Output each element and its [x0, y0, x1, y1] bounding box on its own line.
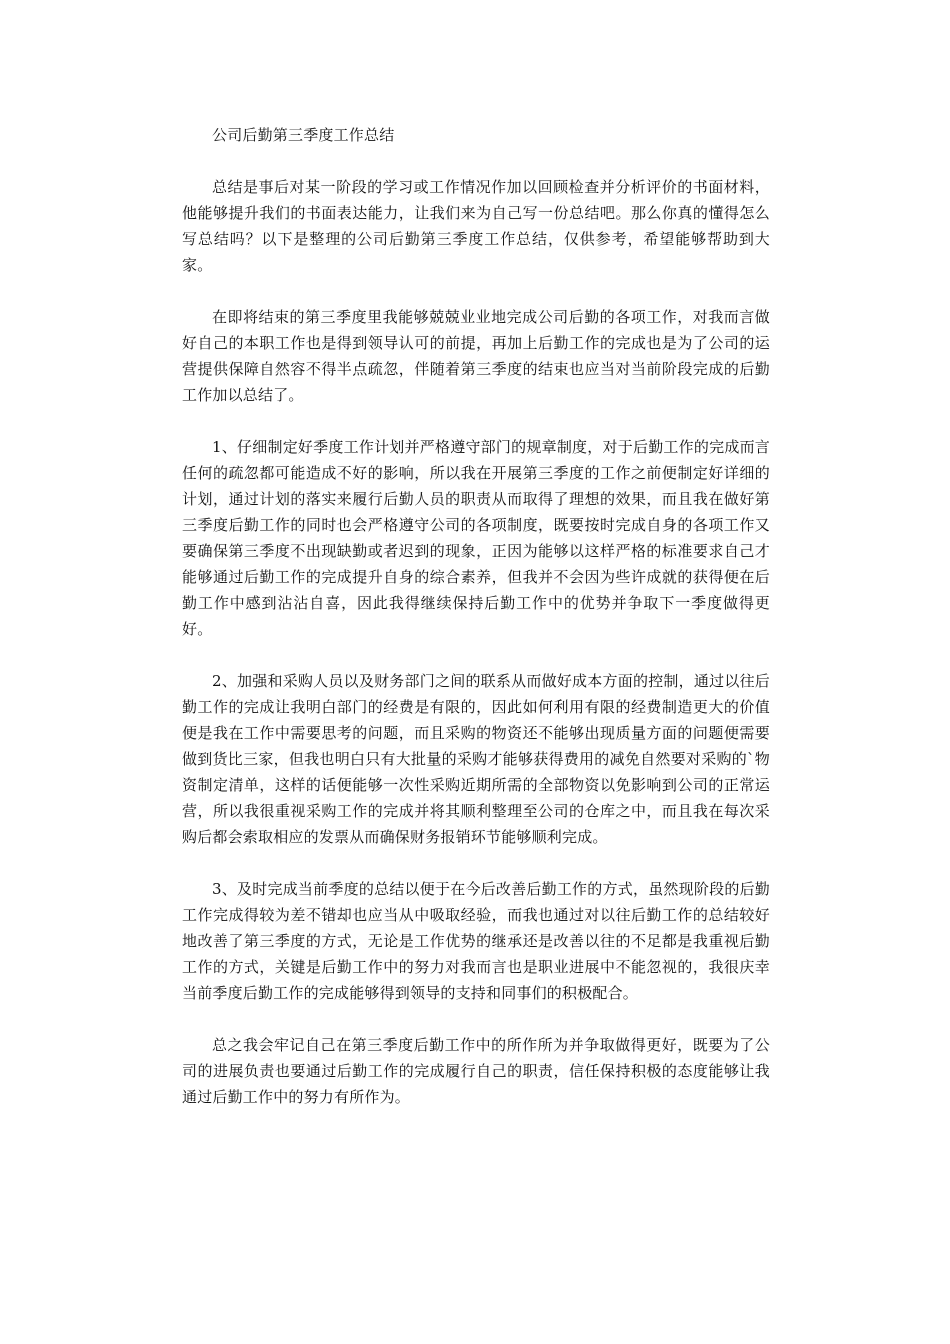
paragraph-conclusion: 总之我会牢记自己在第三季度后勤工作中的所作所为并争取做得更好，既要为了公司的进展负责也要通过后勤工作的完成履行自己的职责，信任保持积极的态度能够让我通过后勤工作中的努力有所作为。	[182, 1036, 770, 1106]
paragraph-item-2: 2、加强和采购人员以及财务部门之间的联系从而做好成本方面的控制，通过以往后勤工作的完成让我明白部门的经费是有限的，因此如何利用有限的经费制造更大的价值便是我在工作中需要思考的问题，而且采购的物资还不能够出现质量方面的问题便需要做到货比三家，但我也明白只有大批量的采购才能够获得费用的减免自然要对采购的`物资制定清单，这样的话便能够一次性采购近期所需的全部物资以免影响到公司的正常运营，所以我很重视采购工作的完成并将其顺利整理至公司的仓库之中，而且我在每次采购后都会索取相应的发票从而确保财务报销环节能够顺利完成。	[182, 672, 770, 846]
paragraph-intro: 总结是事后对某一阶段的学习或工作情况作加以回顾检查并分析评价的书面材料，他能够提升我们的书面表达能力，让我们来为自己写一份总结吧。那么你真的懂得怎么写总结吗？以下是整理的公司后勤第三季度工作总结，仅供参考，希望能够帮助到大家。	[182, 178, 770, 274]
paragraph-item-3: 3、及时完成当前季度的总结以便于在今后改善后勤工作的方式，虽然现阶段的后勤工作完成得较为差不错却也应当从中吸取经验，而我也通过对以往后勤工作的总结较好地改善了第三季度的方式，无论是工作优势的继承还是改善以往的不足都是我重视后勤工作的方式，关键是后勤工作中的努力对我而言也是职业进展中不能忽视的，我很庆幸当前季度后勤工作的完成能够得到领导的支持和同事们的积极配合。	[182, 880, 770, 1002]
paragraph-item-1: 1、仔细制定好季度工作计划并严格遵守部门的规章制度，对于后勤工作的完成而言任何的疏忽都可能造成不好的影响，所以我在开展第三季度的工作之前便制定好详细的计划，通过计划的落实来履行后勤人员的职责从而取得了理想的效果，而且我在做好第三季度后勤工作的同时也会严格遵守公司的各项制度，既要按时完成自身的各项工作又要确保第三季度不出现缺勤或者迟到的现象，正因为能够以这样严格的标准要求自己才能够通过后勤工作的完成提升自身的综合素养，但我并不会因为些许成就的获得便在后勤工作中感到沾沾自喜，因此我得继续保持后勤工作中的优势并争取下一季度做得更好。	[182, 438, 770, 638]
document-page	[182, 122, 770, 1136]
document-title: 公司后勤第三季度工作总结	[212, 126, 395, 144]
paragraph-overview: 在即将结束的第三季度里我能够兢兢业业地完成公司后勤的各项工作，对我而言做好自己的本职工作也是得到领导认可的前提，再加上后勤工作的完成也是为了公司的运营提供保障自然容不得半点疏忽，伴随着第三季度的结束也应当对当前阶段完成的后勤工作加以总结了。	[182, 308, 770, 404]
